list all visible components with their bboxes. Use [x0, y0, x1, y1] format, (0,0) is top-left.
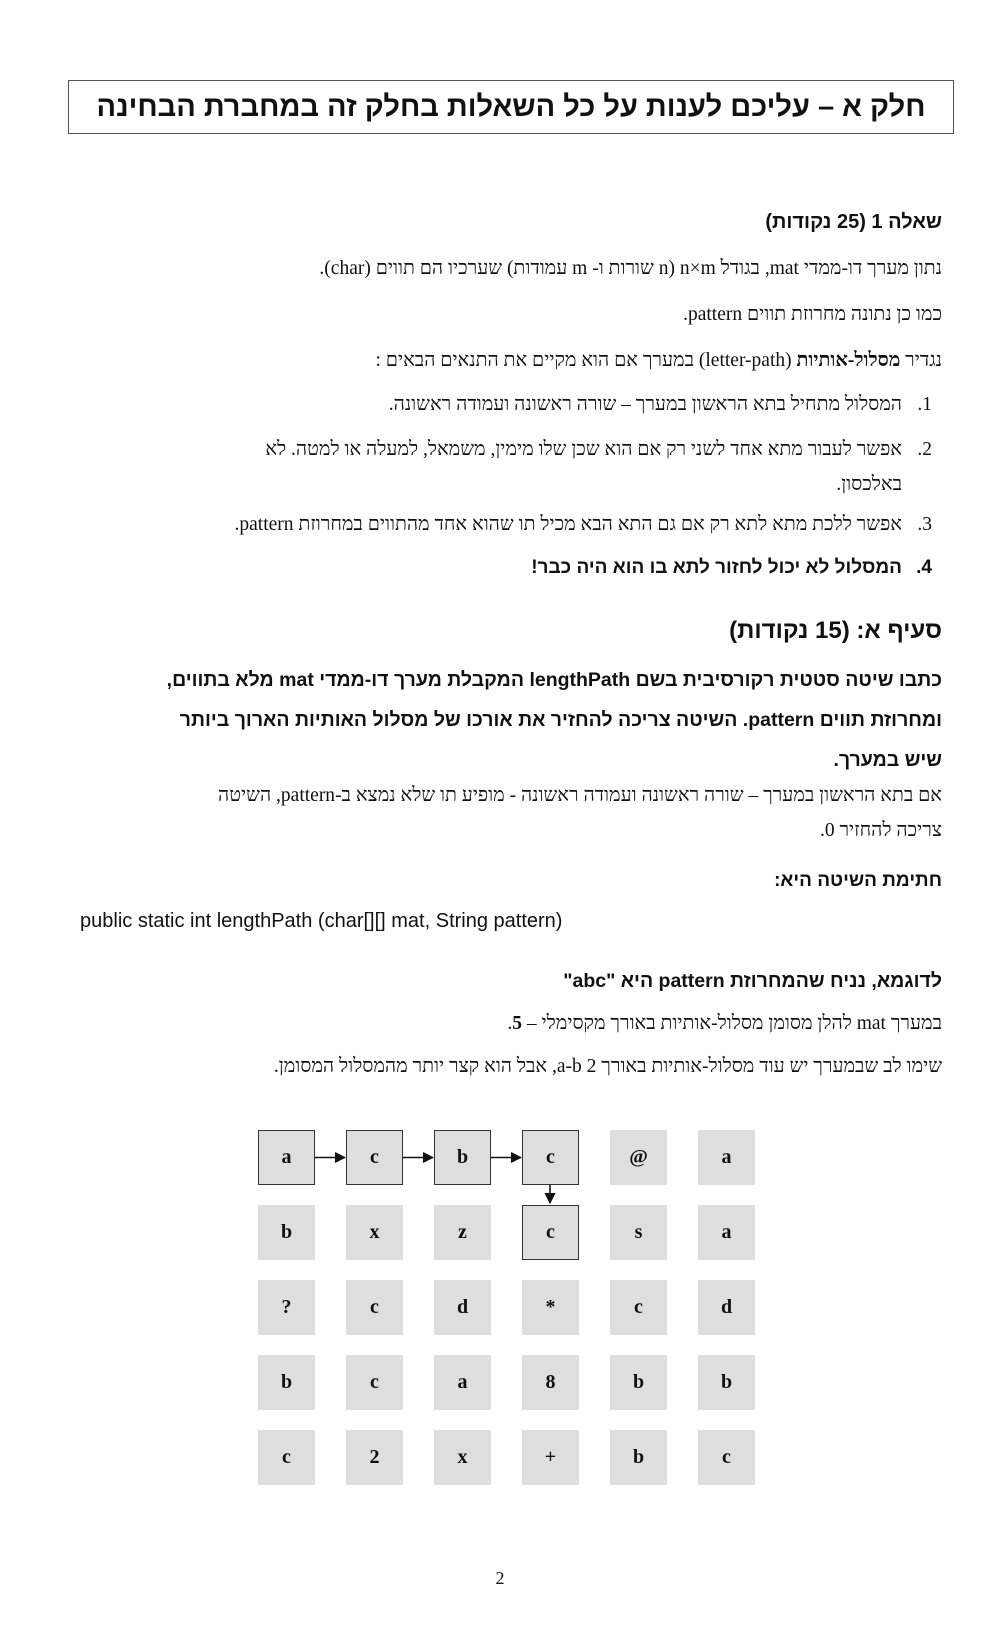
matrix-cell: c — [346, 1130, 403, 1185]
condition-2-number: 2. — [917, 439, 932, 460]
condition-4-number: 4. — [916, 557, 932, 578]
signature-label: חתימת השיטה היא: — [774, 870, 942, 891]
condition-2 — [265, 439, 932, 461]
example-line-1-tail: . — [507, 1013, 513, 1034]
example-line-1 — [507, 1013, 942, 1035]
definition-term: מסלול-אותיות — [796, 350, 901, 371]
matrix-cell: x — [434, 1430, 491, 1485]
matrix-cell: c — [346, 1355, 403, 1410]
matrix-cell: d — [434, 1280, 491, 1335]
task-line-3: שיש במערך. — [833, 749, 942, 771]
matrix-cell: c — [522, 1130, 579, 1185]
condition-4-text: המסלול לא יכול לחזור לתא בו הוא היה כבר! — [531, 557, 902, 578]
condition-4 — [531, 557, 932, 579]
matrix-cell: z — [434, 1205, 491, 1260]
example-max-length: 5 — [512, 1013, 523, 1034]
matrix-cell: b — [258, 1205, 315, 1260]
zero-case-line-2: צריכה להחזיר 0. — [819, 820, 942, 841]
matrix-cell: b — [258, 1355, 315, 1410]
condition-3 — [235, 514, 932, 536]
matrix-cell: @ — [610, 1130, 667, 1185]
definition-prefix: נגדיר — [900, 350, 942, 371]
intro-line-2: כמו כן נתונה מחרוזת תווים pattern. — [683, 304, 942, 325]
matrix-cell: s — [610, 1205, 667, 1260]
method-signature: public static int lengthPath (char[][] mat, String pattern) — [80, 910, 563, 932]
matrix-cell: b — [434, 1130, 491, 1185]
question-title: שאלה 1 (25 נקודות) — [765, 211, 942, 233]
matrix-cell: c — [698, 1430, 755, 1485]
condition-2-text: אפשר לעבור מתא אחד לשני רק אם הוא שכן שלו מימין, משמאל, למעלה או למטה. לא — [265, 439, 902, 460]
matrix-cell: c — [522, 1205, 579, 1260]
matrix-cell: b — [610, 1430, 667, 1485]
matrix-cell: a — [434, 1355, 491, 1410]
zero-case-line-1: אם בתא הראשון במערך – שורה ראשונה ועמודה ראשונה - מופיע תו שלא נמצא ב-pattern, השיטה — [218, 785, 942, 806]
task-line-2: ומחרוזת תווים pattern. השיטה צריכה להחזיר את אורכו של מסלול האותיות הארוך ביותר — [179, 709, 942, 731]
matrix-cell: x — [346, 1205, 403, 1260]
page-number: 2 — [495, 1568, 505, 1588]
matrix-cell: c — [258, 1430, 315, 1485]
condition-1 — [389, 394, 932, 416]
condition-2-continuation: באלכסון. — [836, 474, 902, 495]
example-line-2: שימו לב שבמערך יש עוד מסלול-אותיות באורך 2 a-b, אבל הוא קצר יותר מהמסלול המסומן. — [273, 1056, 942, 1077]
condition-1-number: 1. — [917, 394, 932, 415]
example-matrix — [258, 1130, 764, 1490]
example-title: לדוגמא, נניח שהמחרוזת pattern היא "abc" — [563, 970, 942, 992]
definition-suffix: (letter-path) במערך אם הוא מקיים את התנאים הבאים : — [375, 350, 797, 371]
matrix-cell: + — [522, 1430, 579, 1485]
matrix-cell: ? — [258, 1280, 315, 1335]
matrix-cell: b — [698, 1355, 755, 1410]
matrix-cell: 2 — [346, 1430, 403, 1485]
task-line-1: כתבו שיטה סטטית רקורסיבית בשם lengthPath המקבלת מערך דו-ממדי mat מלא בתווים, — [166, 669, 942, 691]
definition-line — [376, 350, 942, 372]
condition-1-text: המסלול מתחיל בתא הראשון במערך – שורה ראשונה ועמודה ראשונה. — [388, 394, 902, 415]
matrix-cell: c — [610, 1280, 667, 1335]
matrix-cell: c — [346, 1280, 403, 1335]
matrix-cell: d — [698, 1280, 755, 1335]
matrix-cell: a — [698, 1205, 755, 1260]
matrix-cell: * — [522, 1280, 579, 1335]
intro-line-1: נתון מערך דו-ממדי mat, בגודל n×m (n שורות ו- m עמודות) שערכיו הם תווים (char). — [319, 258, 942, 279]
example-line-1-text: במערך mat להלן מסומן מסלול-אותיות באורך מקסימלי – — [522, 1013, 942, 1034]
matrix-cell: a — [258, 1130, 315, 1185]
part-header: חלק א – עליכם לענות על כל השאלות בחלק זה במחברת הבחינה — [68, 80, 954, 134]
matrix-cell: b — [610, 1355, 667, 1410]
matrix-cell: a — [698, 1130, 755, 1185]
condition-3-number: 3. — [917, 514, 932, 535]
section-title: סעיף א: (15 נקודות) — [729, 617, 942, 644]
condition-3-text: אפשר ללכת מתא לתא רק אם גם התא הבא מכיל תו שהוא אחד מהתווים במחרוזת pattern. — [234, 514, 902, 535]
path-arrows — [258, 1130, 764, 1490]
matrix-cell: 8 — [522, 1355, 579, 1410]
